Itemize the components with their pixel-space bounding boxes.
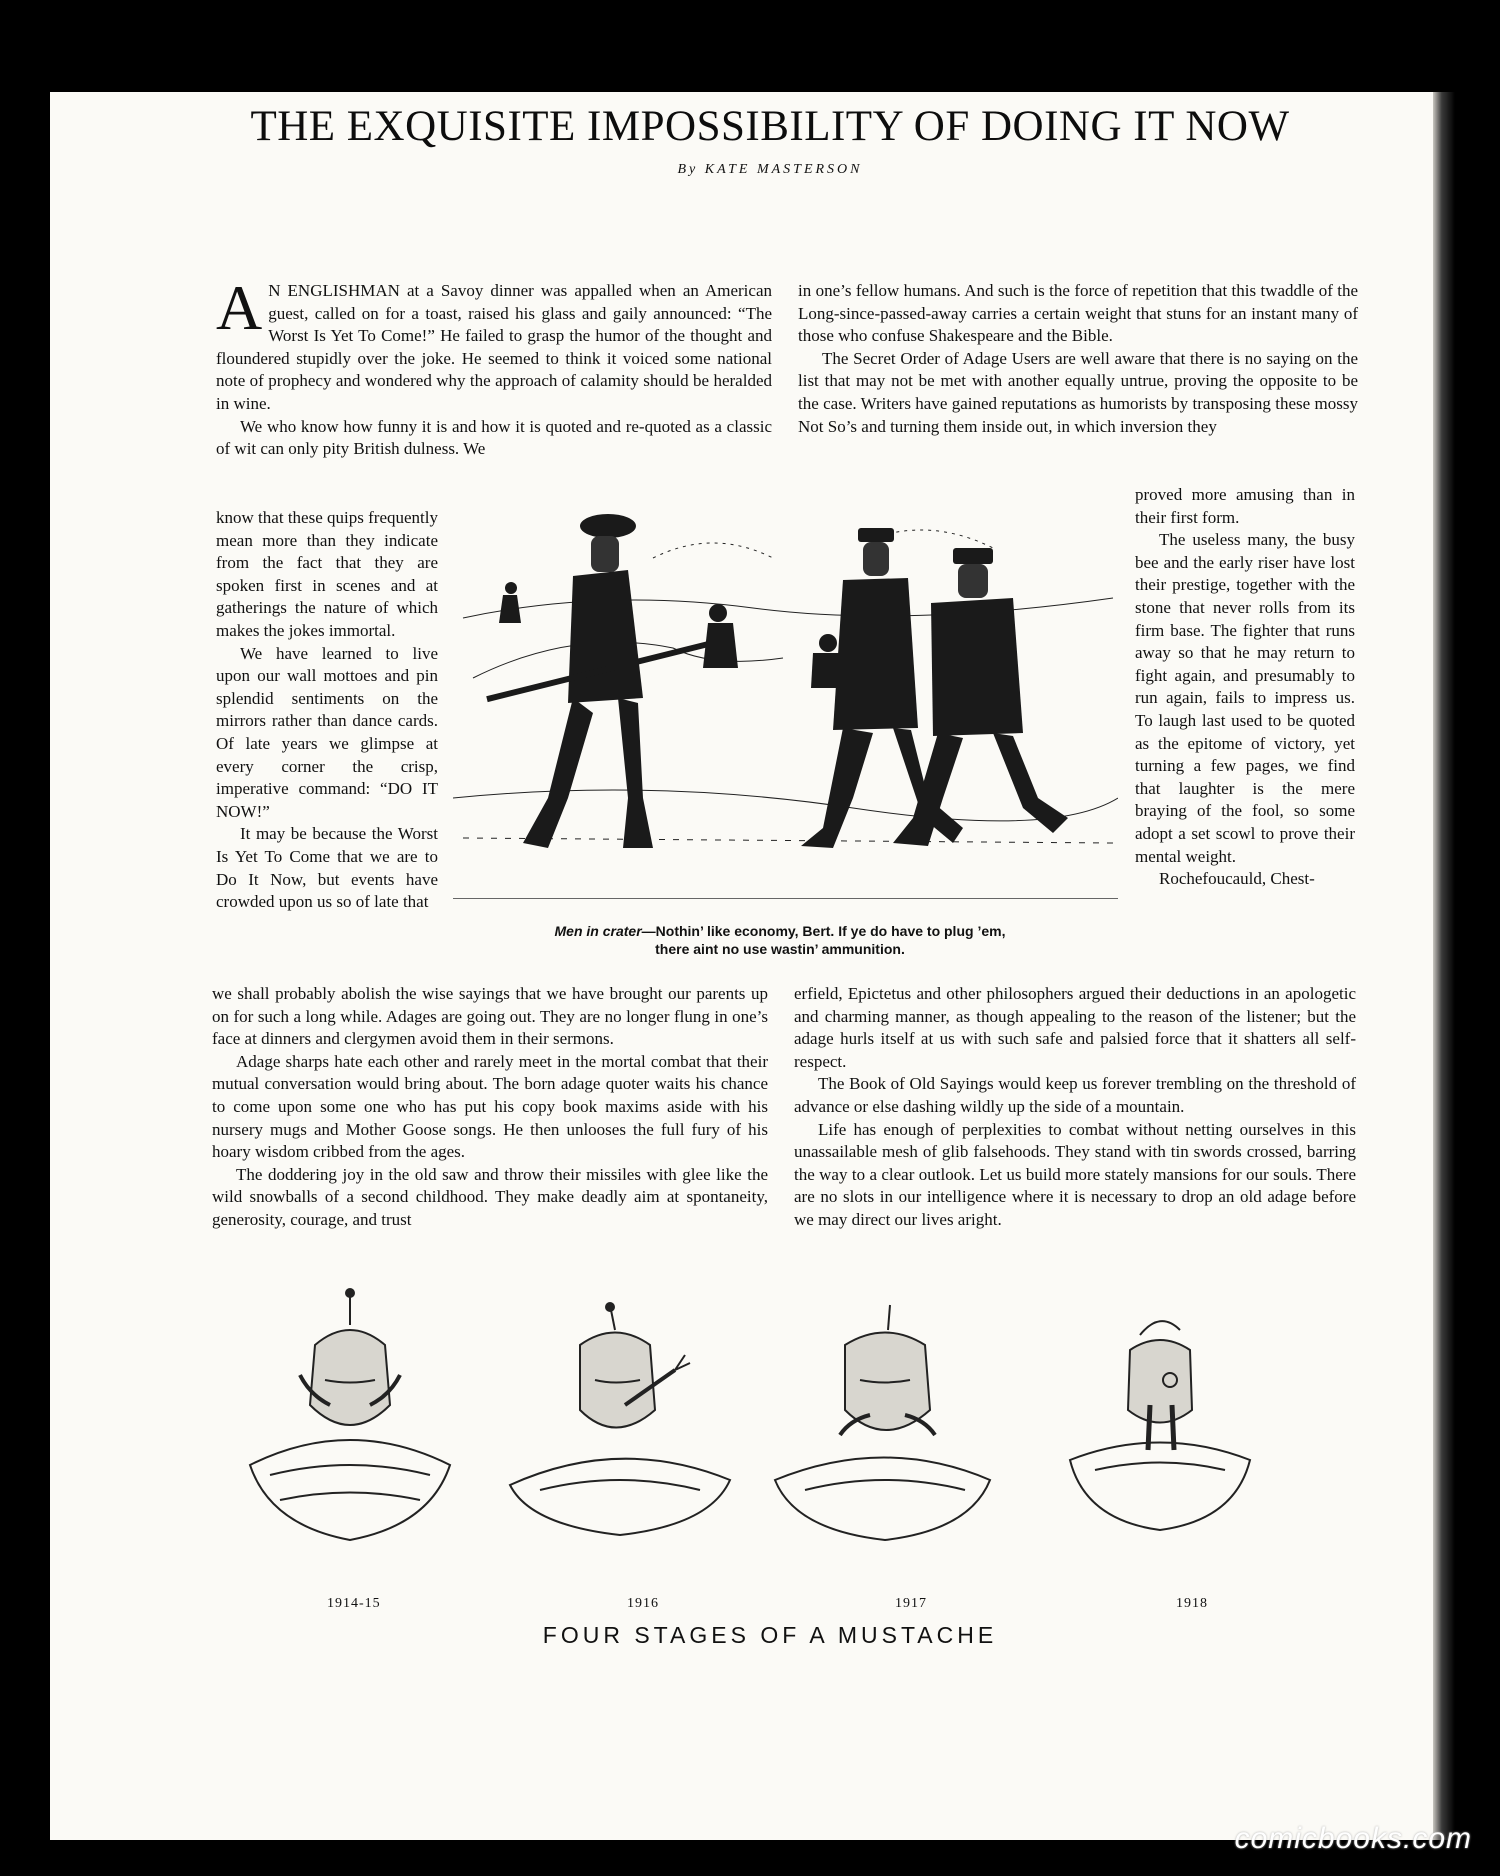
article-title: THE EXQUISITE IMPOSSIBILITY OF DOING IT NOW: [250, 103, 1290, 150]
paragraph: in one’s fellow humans. And such is the force of repetition that this twaddle of the Long-since-passed-away carries a certain weight that stuns for an instant many of those who confuse Shakespeare and the Bible.: [798, 281, 1358, 346]
stage-drawing-1914: [230, 1285, 470, 1545]
paragraph: erfield, Epictetus and other philosophers argued their deductions in an apologetic and charming manner, as though appealing to the reason of the listener; but the adage hurls itself at us with such safe and palsied force that it shatters all self-respect.: [794, 984, 1356, 1071]
column-1-bottom: [212, 983, 768, 1232]
year-label: 1917: [895, 1596, 927, 1611]
paragraph: know that these quips frequently mean more than they indicate from the fact that they are spoken first in scenes and at gatherings the nature of which makes the jokes immortal.: [216, 508, 438, 640]
paragraph: It may be because the Worst Is Yet To Come that we are to Do It Now, but events have crowded upon us so of late that: [216, 824, 438, 912]
caption-line-1: —Nothin’ like economy, Bert. If ye do have to plug ’em,: [641, 923, 1006, 939]
paragraph: We who know how funny it is and how it is quoted and re-quoted as a classic of wit can only pity British dulness. We: [216, 416, 772, 459]
article-byline: By KATE MASTERSON: [677, 162, 863, 177]
paragraph: Rochefoucauld, Chest-: [1159, 869, 1315, 889]
stages-title: FOUR STAGES OF A MUSTACHE: [542, 1622, 998, 1648]
paragraph: The Secret Order of Adage Users are well aware that there is no saying on the list that may not be met with another equally untrue, proving the opposite to be the case. Writers have gained reputations as humorists by transposing these mossy Not So’s and turning them inside out, in which inversion they: [798, 348, 1358, 436]
paragraph: proved more amusing than in their first form.: [1135, 485, 1355, 527]
stage-drawing-1918: [1040, 1285, 1280, 1545]
paragraph: The useless many, the busy bee and the early riser have lost their prestige, together with the stone that never rolls from its firm base. The fighter that runs away so that he may return to fight again, and presumably to run again, fails to impress us. To laugh last used to be quoted as the epitome of victory, yet turning a few pages, we find that laughter is the mere braying of the fool, so some adopt a set scowl to prove their mental weight.: [1135, 530, 1355, 866]
drop-cap: A: [216, 272, 263, 343]
paragraph: N ENGLISHMAN at a Savoy dinner was appalled when an American guest, called on for a toast, raised his glass and gaily announced: “The Worst Is Yet To Come!” He failed to grasp the humor of the thought and floundered stupidly over the joke. He seemed to think it voiced some national note of prophecy and wondered why the approach of calamity should be heralded in wine.: [216, 281, 772, 413]
year-label: 1916: [627, 1596, 659, 1611]
stage-drawing-1916: [500, 1285, 740, 1545]
paragraph: We have learned to live upon our wall mottoes and pin splendid sentiments on the mirrors rather than dance cards. Of late years we glimpse at every corner the crisp, imperative command: “DO IT NOW!”: [216, 643, 438, 821]
column-2-top: [798, 280, 1358, 438]
column-1-top: [216, 272, 772, 461]
paragraph: The Book of Old Sayings would keep us forever trembling on the threshold of advance or else dashing wildly up the side of a mountain.: [794, 1074, 1356, 1116]
paragraph: The doddering joy in the old saw and throw their missiles with glee like the wild snowballs of a second childhood. They make deadly aim at spontaneity, generosity, courage, and trust: [212, 1164, 768, 1229]
column-1-narrow: [216, 507, 438, 914]
year-label: 1918: [1176, 1596, 1208, 1611]
site-watermark: comicbooks.com: [1234, 1822, 1472, 1855]
illustration-caption: [460, 922, 1100, 958]
column-2-bottom: [794, 983, 1356, 1232]
caption-line-2: there aint no use wastin’ ammunition.: [655, 941, 905, 957]
paragraph: Adage sharps hate each other and rarely meet in the mortal combat that their mutual conversation would bring about. The born adage quoter waits his chance to come upon some one who has put his copy book maxims aside with his nursery mugs and Mother Goose songs. He then unlooses the full fury of his hoary wisdom cribbed from the ages.: [212, 1051, 768, 1162]
column-2-narrow: [1135, 484, 1355, 891]
soldiers-drawing: [453, 498, 1118, 898]
mustache-stages: [200, 1285, 1350, 1545]
paragraph: Life has enough of perplexities to combat without netting ourselves in this unassailable mesh of glib falsehoods. They stand with tin swords crossed, barring the way to a clear outlook. Let us build more stately mansions for our souls. There are no slots in our intelligence where it is necessary to drop an old adage before we may direct our lives aright.: [794, 1119, 1356, 1229]
year-label: 1914-15: [327, 1596, 381, 1611]
soldiers-illustration: [453, 498, 1118, 899]
stage-drawing-1917: [760, 1285, 1000, 1545]
page-spine: [1433, 92, 1455, 1840]
caption-italic: Men in crater: [554, 923, 642, 939]
paragraph: we shall probably abolish the wise sayings that we have brought our parents up on for such a long while. Adages are going out. They are no longer flung in one’s face at dinners and clergymen avoid them in their sermons.: [212, 984, 768, 1049]
